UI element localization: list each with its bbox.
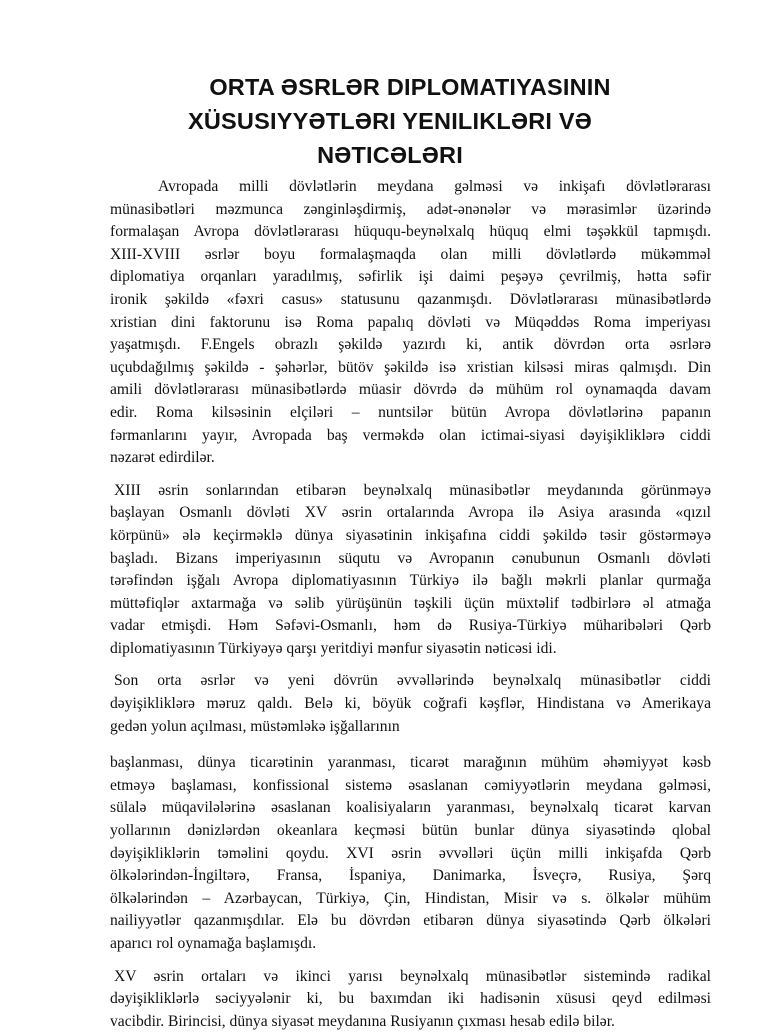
text-line: amili dövlətlərarası münasibətlərdə müasir dövrdə də mühüm rol oynamaqda davam (110, 381, 711, 399)
title-line: XÜSUSIYYƏTLƏRI YENILIKLƏRI VƏ (188, 108, 592, 134)
text-line: ölkələrindən-İngiltərə, Fransa, İspaniya, Danimarka, İsveçrə, Rusiya, Şərq (110, 867, 711, 885)
text-line: dəyişikliklərə məruz qaldı. Belə ki, böyük coğrafi kəşflər, Hindistana və Amerikaya (110, 695, 711, 713)
title-line: NƏTICƏLƏRI (317, 142, 463, 168)
text-line: ölkələrindən – Azərbaycan, Türkiyə, Çin, Hindistan, Misir və s. ölkələr mühüm (110, 889, 711, 907)
document-body (110, 176, 711, 1033)
text-line: dəyişikliklərin təməlini qoydu. XVI əsrin əvvəlləri üçün milli inkişafda Qərb (110, 844, 711, 862)
text-line: başladı. Bizans imperiyasının süqutu və Avropanın cənubunun Osmanlı dövləti (110, 549, 711, 567)
text-line: başlayan Osmanlı dövləti XV əsrin ortalarında Avropa ilə Asiya arasında «qızıl (110, 504, 711, 522)
text-line: XIII-XVIII əsrlər boyu formalaşmaqda olan milli dövlətlərdə mükəmməl (110, 245, 711, 263)
text-line: edir. Roma kilsəsinin elçiləri – nuntsilər bütün Avropa dövlətlərinə papanın (110, 403, 711, 421)
paragraph (110, 176, 711, 470)
text-line: başlanması, dünya ticarətinin yaranması, ticarət marağının mühüm əhəmiyyət kəsb (110, 754, 711, 772)
text-line: münasibətləri məzmunca zənginləşdirmiş, adət-ənənələr və mərasimlər üzərində (110, 200, 711, 218)
text-line: uçubdağılmış şəkildə - şəhərlər, bütöv şəkildə isə xristian kilsəsi miras qalmışdı. Din (110, 358, 711, 376)
paragraph (110, 480, 711, 661)
text-line: Avropada milli dövlətlərin meydana gəlməsi və inkişafı dövlətlərarası (158, 178, 711, 195)
text-line: vadar etmişdi. Həm Səfəvi-Osmanlı, həm də Rusiya-Türkiyə müharibələri Qərb (110, 617, 711, 635)
text-line: yollarının dənizlərdən okeanlara keçməsi bütün bunlar dünya siyasətində qlobal (110, 822, 711, 840)
document-title (110, 70, 670, 172)
text-line: ironik şəkildə «fəxri casus» statusunu qazanmışdı. Dövlətlərarası münasibətlərdə (110, 290, 711, 308)
text-line: gedən yolun açılması, müstəmləkə işğallarının (110, 717, 400, 735)
paragraph (110, 966, 711, 1033)
text-line: dəyişikliklərlə səciyyələnir ki, bu baxımdan iki hadisənin xüsusi qeyd edilməsi (110, 990, 711, 1008)
text-line: nəzarət edirdilər. (110, 449, 215, 467)
text-line: aparıcı rol oynamağa başlamışdı. (110, 935, 317, 952)
text-line: diplomatiyasının Türkiyəyə qarşı yeritdiyi mənfur siyasətin nəticəsi idi. (110, 639, 557, 657)
text-line: formalaşan Avropa dövlətlərarası hüququ-beynəlxalq hüquq elmi təşəkkül tapmışdı. (110, 223, 711, 241)
text-line: müttəfiqlər axtarmağa və səlib yürüşünün təşkili üçün müxtəlif tədbirlərə əl atmağa (110, 594, 711, 612)
text-line: tərəfindən işğalı Avropa diplomatiyasının Türkiyə ilə bağlı məkrli planlar qurmağa (110, 572, 711, 590)
text-line: XIII əsrin sonlarından etibarən beynəlxalq münasibətlər meydanında görünməyə (114, 481, 711, 499)
text-line: vacibdir. Birincisi, dünya siyasət meydanına Rusiyanın çıxması hesab edilə bilər. (110, 1012, 615, 1030)
text-line: yaşatmışdı. F.Engels obrazlı şəkildə yazırdı ki, antik dövrdən orta əsrlərə (110, 336, 711, 354)
text-line: diplomatiya orqanları yaradılmış, səfirlik işi daimi peşəyə çevrilmiş, hətta səfir (110, 268, 711, 286)
text-line: XV əsrin ortaları və ikinci yarısı beynəlxalq münasibətlər sistemində radikal (114, 967, 711, 985)
paragraph (110, 752, 711, 955)
text-line: etməyə başlaması, konfissional sistemə əsaslanan cəmiyyətlərin meydana gəlməsi, (110, 776, 711, 794)
text-line: fərmanlarını yayır, Avropada baş verməkdə olan ictimai-siyasi dəyişikliklərə ciddi (110, 426, 711, 444)
text-line: sülalə müqavilələrinə əsaslanan koalisiyaların yaranması, beynəlxalq ticarət karvan (110, 799, 711, 817)
text-line: körpünü» ələ keçirməklə dünya siyasətinin inkişafına ciddi şəkildə təsir göstərməyə (110, 526, 711, 544)
paragraph (110, 670, 711, 738)
text-line: nailiyyətlər qazanmışdılar. Elə bu dövrdən etibarən dünya siyasətində Qərb ölkələri (110, 912, 711, 930)
text-line: Son orta əsrlər və yeni dövrün əvvəllərində beynəlxalq münasibətlər ciddi (114, 672, 711, 690)
text-line: xristian dini faktorunu isə Roma papalıq dövləti və Müqəddəs Roma imperiyası (110, 313, 711, 331)
title-line: ORTA ƏSRLƏR DIPLOMATIYASININ (209, 74, 611, 100)
